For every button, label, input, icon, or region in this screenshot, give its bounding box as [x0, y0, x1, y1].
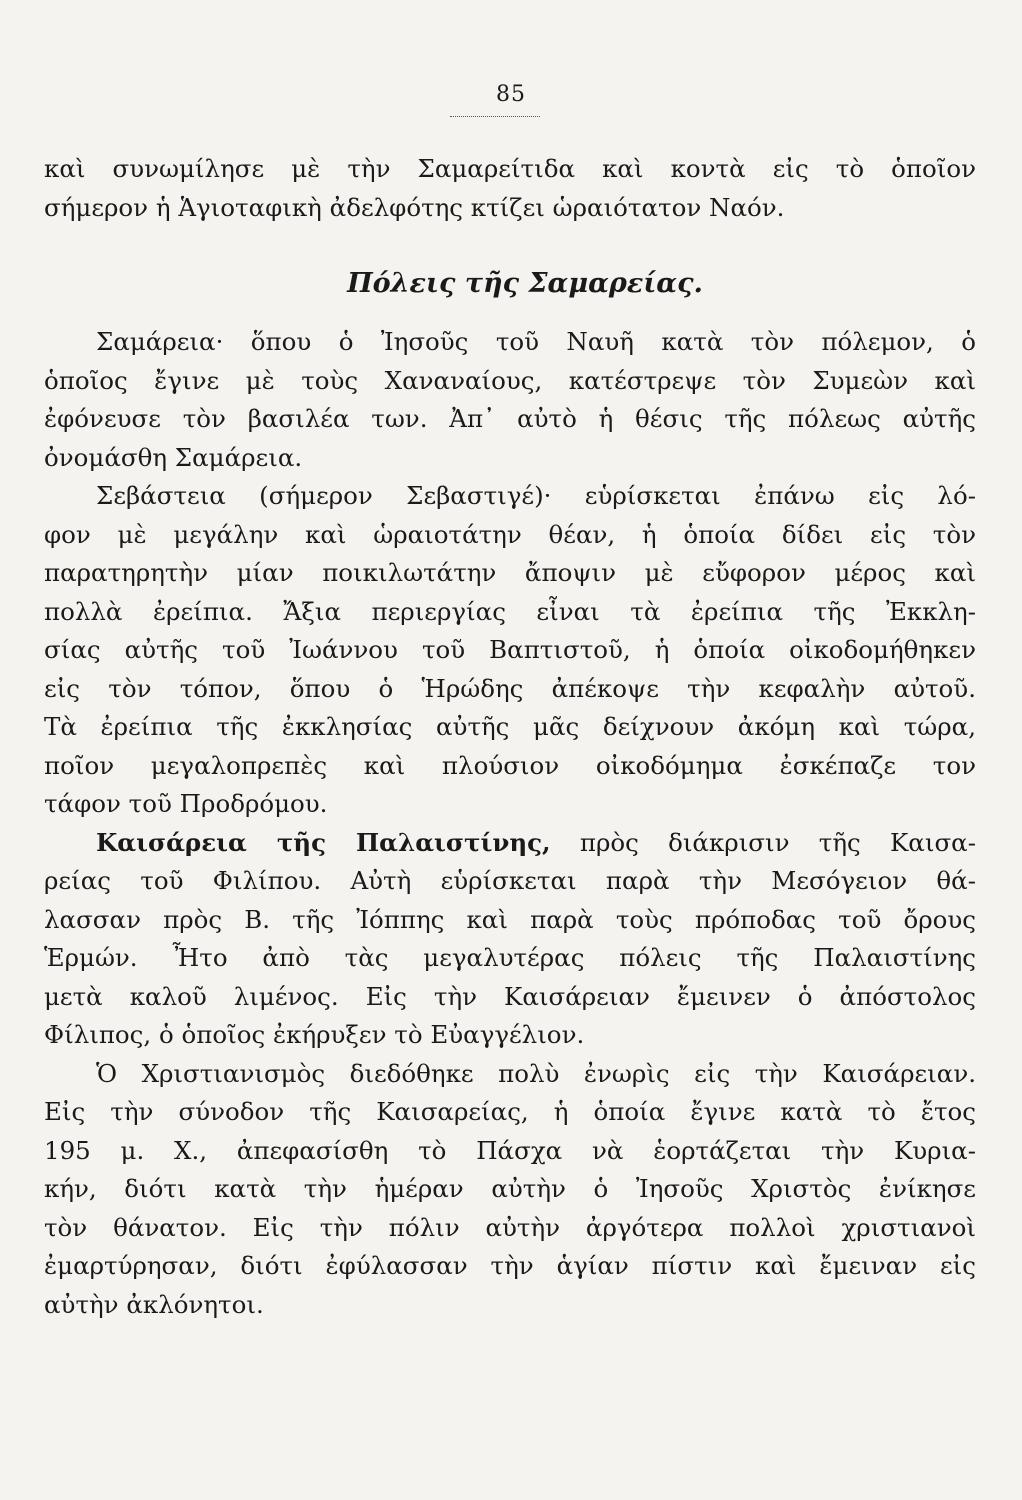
- paragraph-first-line: [44, 477, 976, 516]
- paragraph-first-line: [44, 824, 976, 863]
- text-line: ἐμαρτύρησαν, διότι ἐφύλασσαν τὴν ἁγίαν πίστιν καὶ ἔμειναν εἰς: [44, 1251, 976, 1280]
- text-run: πρὸς διάκρισιν τῆς Καισα-: [550, 827, 976, 857]
- text-line: φον μὲ μεγάλην καὶ ὡραιοτάτην θέαν, ἡ ὁποία δίδει εἰς τὸν: [44, 519, 976, 549]
- text-line: κήν, διότι κατὰ τὴν ἡμέραν αὐτὴν ὁ Ἰησοῦς Χριστὸς ἐνίκησε: [44, 1174, 976, 1203]
- text-line: εἰς τὸν τόπον, ὅπου ὁ Ἡρώδης ἀπέκοψε τὴν κεφαλὴν αὐτοῦ.: [44, 673, 976, 703]
- place-term: Σαμάρεια·: [96, 327, 224, 356]
- text-line: τάφον τοῦ Προδρόμου.: [44, 789, 328, 818]
- text-line: παρατηρητὴν μίαν ποικιλωτάτην ἄποψιν μὲ εὔφορον μέρος καὶ: [44, 558, 976, 587]
- text-run: (σήμερον Σεβαστιγέ)· εὑρίσκεται ἐπάνω εἰς λό-: [225, 481, 976, 510]
- text-line: Τὰ ἐρείπια τῆς ἐκκλησίας αὐτῆς μᾶς δείχνουν ἀκόμη καὶ τώρα,: [44, 712, 976, 741]
- text-line: ὀνομάσθη Σαμάρεια.: [44, 442, 303, 472]
- text-line: Φίλιπος, ὁ ὁποῖος ἐκήρυξεν τὸ Εὐαγγέλιον.: [44, 1020, 585, 1049]
- page-number: 85: [496, 82, 526, 107]
- place-term: Καισάρεια τῆς Παλαιστίνης,: [96, 827, 551, 857]
- text-line: σίας αὐτῆς τοῦ Ἰωάννου τοῦ Βαπτιστοῦ, ἡ ὁποία οἰκοδομήθηκεν: [44, 635, 976, 664]
- text-line: Εἰς τὴν σύνοδον τῆς Καισαρείας, ἡ ὁποία ἔγινε κατὰ τὸ ἔτος: [44, 1097, 976, 1126]
- text-line: πολλὰ ἐρείπια. Ἄξια περιεργίας εἶναι τὰ ἐρείπια τῆς Ἐκκλη-: [44, 596, 976, 626]
- text-line: μετὰ καλοῦ λιμένος. Εἰς τὴν Καισάρειαν ἔμεινεν ὁ ἀπόστολος: [44, 981, 976, 1011]
- page-body: [44, 150, 976, 1324]
- text-line: ὁποῖος ἔγινε μὲ τοὺς Χαναναίους, κατέστρεψε τὸν Συμεὼν καὶ: [44, 365, 976, 395]
- section-title: Πόλεις τῆς Σαμαρείας.: [347, 268, 703, 299]
- text-line: Ἑρμών. Ἦτο ἀπὸ τὰς μεγαλυτέρας πόλεις τῆς Παλαιστίνης: [44, 943, 976, 972]
- text-line: καὶ συνωμίλησε μὲ τὴν Σαμαρείτιδα καὶ κοντὰ εἰς τὸ ὁποῖον: [44, 154, 976, 183]
- paragraph-first-line: Ὁ Χριστιανισμὸς διεδόθηκε πολὺ ἐνωρὶς εἰς τὴν Καισάρειαν.: [96, 1058, 976, 1088]
- text-line: σήμερον ἡ Ἁγιοταφικὴ ἀδελφότης κτίζει ὡραιότατον Ναόν.: [44, 192, 785, 222]
- text-line: αὐτὴν ἀκλόνητοι.: [44, 1289, 264, 1319]
- text-run: ὅπου ὁ Ἰησοῦς τοῦ Ναυῆ κατὰ τὸν πόλεμον, ὁ: [223, 327, 976, 356]
- text-line: τὸν θάνατον. Εἰς τὴν πόλιν αὐτὴν ἀργότερα πολλοὶ χριστιανοὶ: [44, 1212, 976, 1242]
- paragraph-first-line: [44, 323, 976, 362]
- text-line: 195 μ. Χ., ἀπεφασίσθη τὸ Πάσχα νὰ ἑορτάζεται τὴν Κυρια-: [44, 1135, 976, 1165]
- place-term: Σεβάστεια: [96, 481, 226, 510]
- text-line: ποῖον μεγαλοπρεπὲς καὶ πλούσιον οἰκοδόμημα ἐσκέπαζε τον: [44, 750, 976, 780]
- text-line: ρείας τοῦ Φιλίπου. Αὐτὴ εὑρίσκεται παρὰ τὴν Μεσόγειον θά-: [44, 866, 976, 895]
- text-line: ἐφόνευσε τὸν βασιλέα των. Ἀπ᾽ αὐτὸ ἡ θέσις τῆς πόλεως αὐτῆς: [44, 404, 976, 433]
- page-number-rule: [450, 116, 540, 117]
- text-line: λασσαν πρὸς Β. τῆς Ἰόππης καὶ παρὰ τοὺς πρόποδας τοῦ ὄρους: [44, 904, 976, 934]
